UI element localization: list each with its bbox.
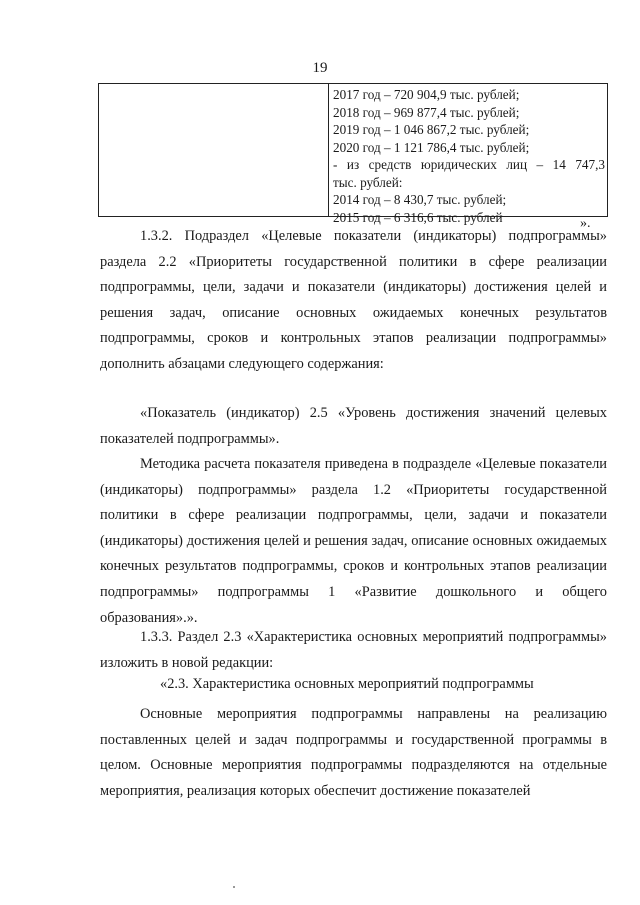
funding-line: 2017 год – 720 904,9 тыс. рублей;: [333, 87, 520, 102]
page-number: 19: [312, 60, 328, 76]
funding-line: 2018 год – 969 877,4 тыс. рублей;: [333, 104, 520, 120]
funding-line: тыс. рублей:: [333, 174, 403, 190]
funding-line: 2014 год – 8 430,7 тыс. рублей;: [333, 192, 507, 207]
paragraph-1-3-3: 1.3.3. Раздел 2.3 «Характеристика основных мероприятий подпрограммы» изложить в новой редакции:: [100, 629, 607, 671]
scan-speck: [233, 886, 235, 888]
funding-line: 2020 год – 1 121 786,4 тыс. рублей;: [333, 139, 530, 155]
paragraph-methodology: Методика расчета показателя приведена в подразделе «Целевые показатели (индикаторы) подпрограммы» раздела 1.2 «Приоритеты государственной политики в сфере реализации подпрограммы, цели, задачи и показатели (индикаторы) достижения целей и решения задач, описание основных ожидаемых конечных результатов подпрограммы, сроков и контрольных этапов реализации подпрограммы» подпрограммы 1 «Развитие дошкольного и общего образования».».: [100, 456, 607, 626]
funding-table: [98, 83, 608, 225]
closing-quote: ».: [580, 216, 591, 231]
section-heading: «2.3. Характеристика основных мероприятий подпрограммы: [160, 676, 534, 692]
paragraph-1-3-2: 1.3.2. Подраздел «Целевые показатели (индикаторы) подпрограммы» раздела 2.2 «Приоритеты государственной политики в сфере реализации подпрограммы, цели, задачи и показатели (индикаторы) достижения целей и решения задач, описание основных ожидаемых конечных результатов подпрограммы, сроков и контрольных этапов реализации подпрограммы» дополнить абзацами следующего содержания:: [100, 228, 607, 372]
funding-line: 2015 год – 6 316,6 тыс. рублей: [333, 209, 503, 225]
funding-line: - из средств юридических лиц – 14 747,3: [333, 157, 605, 172]
funding-line: 2019 год – 1 046 867,2 тыс. рублей;: [333, 122, 530, 137]
paragraph-main-activities: Основные мероприятия подпрограммы направлены на реализацию поставленных целей и задач подпрограммы и государственной программы в целом. Основные мероприятия подпрограммы подразделяются на отдельные мероприятия, реализация которых обеспечит достижение показателей: [100, 706, 607, 799]
funding-cell: [333, 86, 605, 226]
table-column-divider: [328, 84, 329, 216]
paragraph-indicator: «Показатель (индикатор) 2.5 «Уровень достижения значений целевых показателей подпрограммы».: [100, 405, 607, 447]
